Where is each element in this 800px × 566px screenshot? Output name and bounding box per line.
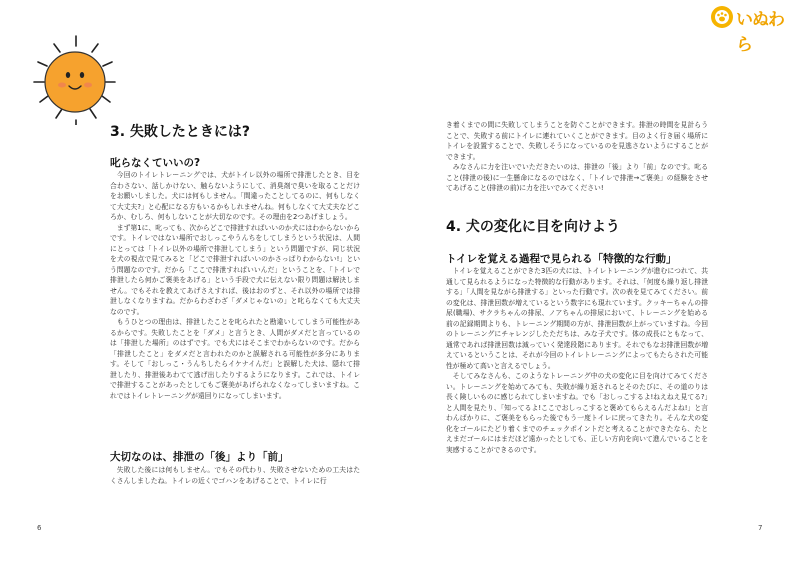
paragraph: き着くまでの間に失敗してしまうことを防ぐことができます。排泄の時間を見計らうことで、失敗する前にトイレに連れていくことができます。目のよく行き届く場所にトイレを設置することで、失敗しそうになっているのを見逃さないようにすることができます。 (446, 121, 708, 161)
body-text (110, 170, 360, 401)
body-text (446, 266, 708, 455)
sun-mascot-icon (18, 30, 118, 125)
paragraph: もうひとつの理由は、排泄したことを叱られたと勘違いしてしまう可能性があるからです。失敗したことを「ダメ」と言うとき、人間がダメだと言っているのは「排泄した場所」のはずです。でも犬にはそこまでわからないのです。だから「排泄したこと」をダメだと言われたのかと誤解される可能性が多分にあります。そして「おしっこ・うんちしたらイケナイんだ」と誤解した犬は、隠れて排泄したり、排泄後あわてて逃げ出したりするようになります。これでは、トイレで排泄することがあったとしてもご褒美があげられなくなってしまいますね。これではトイレトレーニングが遠回りになってしまいます。 (110, 318, 360, 400)
paragraph: 今回のトイレトレーニングでは、犬がトイレ以外の場所で排泄したとき、目を合わさない、話しかけない、触らないようにして、消臭剤で臭いを取ることだけをお願いしました。犬には何もしません。「間違ったことしてるのに、何もしなくて大丈夫?」と心配になる方もいるかもしれませんね。何もしなくて大丈夫などころか、むしろ、何もしないことが大切なのです。その理由を2つあげましょう。 (110, 171, 360, 221)
brand-logo (710, 4, 796, 55)
section-heading: 3. 失敗したときには? (110, 124, 251, 140)
paragraph: トイレを覚えることができた3匹の犬には、トイレトレーニングが進むにつれて、共通して見られるようになった特徴的な行動があります。それは、「何度も繰り返し排泄する」「人間を見ながら排泄する」といった行動です。次の表を見てみてください。前の変化は、排泄回数が増えているという数字にも現れています。クッキーちゃんの排尿(職場)、サクラちゃんの排尿、ノアちゃんの排尿において、トレーニングを始める前の記録期間よりも、トレーニング期間の方が、排泄回数が上がっていますね。今回のトレーニングにチャレンジしたただちは、みな子犬です。体の成長にともなって、通常であれば排泄回数は減っていく発達段階にあります。それでもなお排泄回数が増えているということは、それが今回のトイレトレーニングによってもたらされた可能性が極めて高いと言えるでしょう。 (446, 267, 708, 370)
body-text (110, 465, 360, 486)
right-page (400, 0, 800, 566)
section-heading: 4. 犬の変化に目を向けよう (446, 219, 620, 235)
paragraph: そしてみなさんも、このようなトレーニング中の犬の変化に目を向けてみてください。トレーニングを始めてみても、失敗が繰り返されるとそのたびに、その道のりは長く険しいものに感じられてしまいますね。でも「おしっこするよ!ねえねえ見てる?」と人間を見たり、「知ってるよ!ここでおしっこすると褒めてもらえるんだよね!」と言わんばかりに、ご褒美をもらった後でもう一度トイレに戻ってきたり。そんな犬の変化をゴールにたどり着くまでのチェックポイントだと考えることができたなら、たとえまだゴールにはまだほど遠かったとしても、正しい方向を向いて進んでいることを実感することができるのです。 (446, 372, 708, 454)
paw-logo-icon (710, 5, 734, 29)
paragraph: みなさんに力を注いでいただきたいのは、排泄の「後」より「前」なのです。叱ること(排泄の後)に一生懸命になるのではなく、「トイレで排泄→ご褒美」の経験をさせてあげること(排泄の前)に力を注いでみてください! (446, 163, 708, 192)
body-text (446, 120, 708, 194)
logo-text: いぬわら (736, 10, 784, 55)
page-number: 6 (37, 524, 42, 532)
subheading: トイレを覚える過程で見られる「特徴的な行動」 (446, 253, 677, 265)
subheading: 叱らなくていいの? (110, 157, 201, 169)
page-number: 7 (758, 524, 763, 532)
paragraph: まず第1に、叱っても、次からどこで排泄すればいいのか犬にはわからないからです。トイレではない場所でおしっこやうんちをしてしまうという状況は、人間にとっては「トイレ以外の場所で排泄してしまう」という問題ですが、同じ状況を犬の視点で見てみると「どこで排泄すればいいのかさっぱりわからない!」という問題なのです。だから「ここで排泄すればいいんだ」ということを、「トイレで排泄したら何かご褒美をあげる」という手段で犬に伝えない限り問題は解決しません。でもそれを教えてあげさえすれば、後はおのずと、それ以外の場所では排泄しなくなりますね。だからわざわざ「ダメじゃないの」と叱らなくても大丈夫なのです。 (110, 223, 360, 316)
paragraph: 失敗した後には何もしません。でもその代わり、失敗させないための工夫はたくさんしましたね。トイレの近くでゴハンをあげることで、トイレに行 (110, 466, 360, 485)
subheading: 大切なのは、排泄の「後」より「前」 (110, 451, 289, 463)
